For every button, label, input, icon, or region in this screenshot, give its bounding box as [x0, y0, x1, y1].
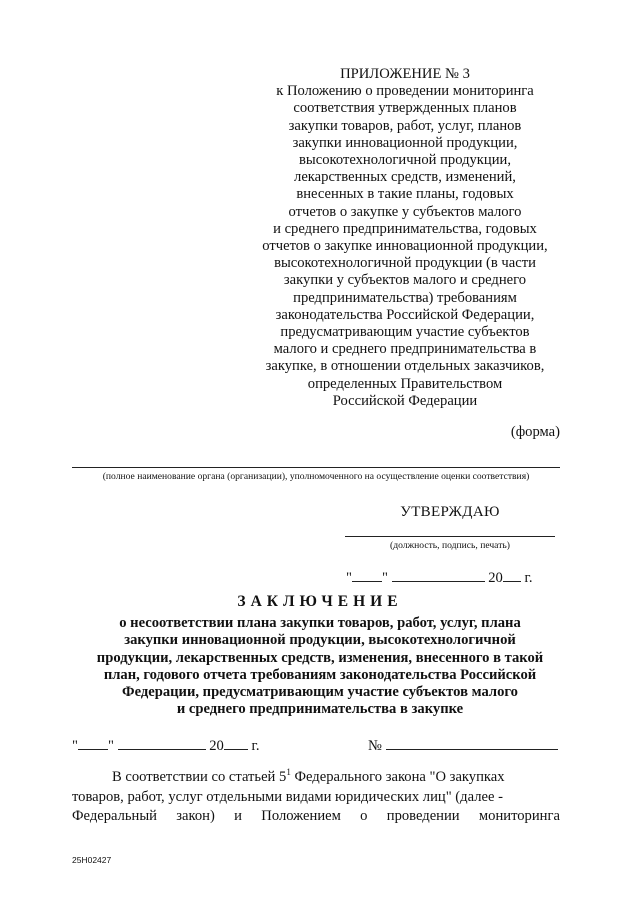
body-word: о: [360, 808, 368, 824]
appendix-line: определенных Правительством: [307, 375, 503, 392]
body-text: В соответствии со статьей 5: [112, 769, 287, 785]
year-prefix: 20: [209, 738, 224, 754]
appendix-line: предусматривающим участие субъектов: [280, 324, 530, 341]
subtitle-line: и среднего предпринимательства в закупке: [176, 701, 464, 718]
appendix-block: [250, 66, 560, 410]
subtitle-line: Федерации, предусматривающим участие субъектов малого: [122, 684, 518, 701]
month-blank[interactable]: [392, 568, 485, 582]
day-blank[interactable]: [78, 736, 108, 750]
appendix-line: закупке, в отношении отдельных заказчиков,: [265, 358, 545, 375]
appendix-heading: ПРИЛОЖЕНИЕ № 3: [340, 66, 470, 82]
body-text: Федерального закона "О закупках: [290, 769, 505, 785]
body-word: и: [234, 808, 242, 824]
appendix-line: высокотехнологичной продукции (в части: [274, 255, 536, 272]
quote-close: ": [107, 738, 114, 754]
appendix-line: к Положению о проведении мониторинга: [276, 83, 534, 100]
appendix-line: соответствия утвержденных планов: [293, 100, 517, 117]
body-line-1: [72, 768, 560, 788]
body-line-2: товаров, работ, услуг отдельными видами юридических лиц" (далее -: [72, 788, 503, 805]
form-label: (форма): [510, 424, 560, 440]
subtitle-line: о несоответствии плана закупки товаров, работ, услуг, плана: [119, 615, 521, 631]
conclusion-title: ЗАКЛЮЧЕНИЕ: [237, 593, 403, 610]
month-blank[interactable]: [118, 736, 206, 750]
conclusion-number: [368, 736, 558, 755]
subtitle-line: закупки инновационной продукции, высокотехнологичной: [124, 632, 516, 649]
body-word: проведении: [386, 808, 460, 824]
appendix-line: отчетов о закупке инновационной продукции,: [262, 238, 548, 255]
organization-caption: (полное наименование органа (организации), уполномоченного на осуществление оценки соответствия): [102, 471, 530, 482]
number-sign: №: [368, 738, 382, 754]
appendix-line: предпринимательства) требованиям: [293, 289, 517, 306]
appendix-line: лекарственных средств, изменений,: [294, 169, 516, 186]
organization-name-line[interactable]: [72, 467, 560, 468]
body-line-3: [72, 807, 560, 827]
year-suffix: г.: [251, 738, 260, 754]
signature-line[interactable]: [345, 536, 555, 537]
conclusion-subtitle: [92, 615, 548, 719]
body-word: Федеральный: [72, 808, 157, 824]
appendix-line: законодательства Российской Федерации,: [275, 306, 535, 323]
subtitle-line: продукции, лекарственных средств, изменения, внесенного в такой: [96, 649, 544, 666]
appendix-line: закупки инновационной продукции,: [292, 134, 518, 151]
year-blank[interactable]: [224, 736, 248, 750]
year-prefix: 20: [488, 570, 503, 586]
body-word: Положением: [261, 808, 341, 824]
year-blank[interactable]: [503, 568, 521, 582]
subtitle-line: план, годового отчета требованиям законодательства Российской: [103, 666, 537, 683]
number-blank[interactable]: [386, 736, 558, 750]
quote-open: ": [72, 738, 78, 754]
body-word: закон): [176, 808, 215, 824]
appendix-line: отчетов о закупке у субъектов малого: [288, 203, 522, 220]
body-paragraph: [72, 768, 560, 827]
appendix-line: Российской Федерации: [332, 392, 478, 409]
appendix-line: внесенных в такие планы, годовых: [296, 186, 514, 203]
conclusion-date: [72, 736, 260, 755]
appendix-line: высокотехнологичной продукции,: [299, 152, 511, 169]
day-blank[interactable]: [352, 568, 382, 582]
document-number: 25Н02427: [72, 855, 112, 865]
appendix-line: малого и среднего предпринимательства в: [273, 341, 537, 358]
approval-date: [346, 568, 533, 587]
quote-close: ": [381, 570, 388, 586]
appendix-line: и среднего предпринимательства, годовых: [273, 220, 537, 237]
article-superscript: 1: [286, 767, 291, 778]
approval-label: УТВЕРЖДАЮ: [400, 504, 500, 520]
quote-open: ": [346, 570, 352, 586]
appendix-line: закупки товаров, работ, услуг, планов: [288, 117, 522, 134]
signature-caption: (должность, подпись, печать): [390, 540, 510, 551]
year-suffix: г.: [524, 570, 533, 586]
appendix-line: закупки у субъектов малого и среднего: [283, 272, 527, 289]
body-word: мониторинга: [478, 808, 560, 824]
